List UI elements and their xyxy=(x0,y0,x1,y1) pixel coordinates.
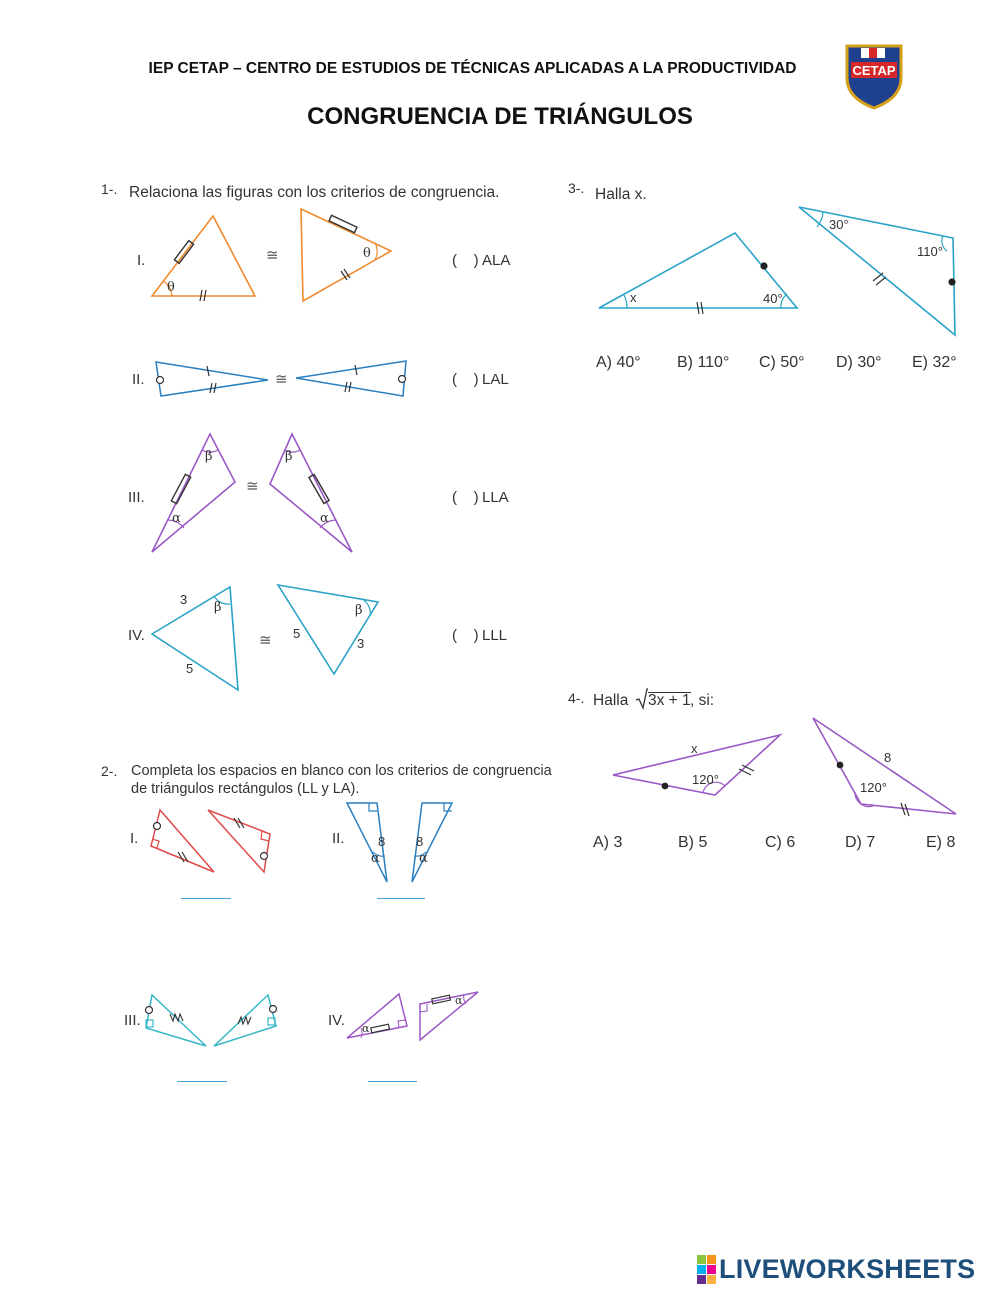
q1-item4-triangle-left xyxy=(150,584,242,692)
q2-text-line1: Completa los espacios en blanco con los criterios de congruencia xyxy=(131,763,552,779)
q1-item3-alpha: α xyxy=(172,511,181,526)
q1-item4-beta-right: β xyxy=(355,603,363,618)
q1-item4-answer-box[interactable]: ( ) xyxy=(452,627,479,644)
q1-item3-congruent-symbol: ≅ xyxy=(246,478,259,495)
q4-option-a[interactable]: A) 3 xyxy=(593,834,623,851)
brand-box xyxy=(707,1275,716,1284)
q1-item3-triangle-left xyxy=(150,432,238,554)
q1-item3-beta-right: β xyxy=(285,449,293,464)
q3-option-a[interactable]: A) 40° xyxy=(596,354,641,371)
brand-box xyxy=(707,1255,716,1264)
q3-option-c[interactable]: C) 50° xyxy=(759,354,805,371)
q2-item4-alpha-left: α xyxy=(362,1022,370,1035)
q2-item2-side-left: 8 xyxy=(378,834,386,849)
q4-label-x: x xyxy=(691,741,698,756)
q3-label-110: 110° xyxy=(917,244,943,259)
q4-number: 4-. xyxy=(568,690,585,706)
q4-option-c[interactable]: C) 6 xyxy=(765,834,796,851)
q3-option-b[interactable]: B) 110° xyxy=(677,354,730,371)
q1-item4-roman: IV. xyxy=(128,627,145,644)
q1-item1-criterion: ALA xyxy=(482,252,511,269)
q4-option-e[interactable]: E) 8 xyxy=(926,834,956,851)
q2-item2-alpha-right: α xyxy=(419,851,428,866)
q1-item2-roman: II. xyxy=(132,371,145,388)
q2-item4-roman: IV. xyxy=(328,1012,345,1029)
q2-item1-blank[interactable] xyxy=(181,898,231,899)
q1-item2-triangle-right xyxy=(294,358,412,400)
q2-item4-blank[interactable] xyxy=(368,1081,417,1082)
q4-option-b[interactable]: B) 5 xyxy=(678,834,708,851)
q1-item1-triangle-right xyxy=(297,205,397,305)
q1-item4-side-5: 5 xyxy=(186,661,194,676)
q2-item4-alpha-right: α xyxy=(455,994,463,1007)
q1-number: 1-. xyxy=(101,181,118,197)
q1-item4-triangle-right xyxy=(274,582,382,678)
q2-number: 2-. xyxy=(101,763,118,779)
q2-item1-triangle-right xyxy=(206,806,276,876)
q2-item4-triangle-right xyxy=(412,990,482,1042)
q2-item2-roman: II. xyxy=(332,830,345,847)
q1-item2-answer-box[interactable]: ( ) xyxy=(452,371,479,388)
q3-triangle-right xyxy=(797,205,957,337)
page-title: CONGRUENCIA DE TRIÁNGULOS xyxy=(307,103,693,130)
q3-triangle-left xyxy=(597,230,803,312)
liveworksheets-logo[interactable] xyxy=(697,1254,975,1284)
brand-box xyxy=(697,1275,706,1284)
q2-item2-triangle-left xyxy=(345,800,390,886)
q2-item2-triangle-right xyxy=(410,800,455,886)
q1-item4-side-3-right: 3 xyxy=(357,636,365,651)
q4-label-8: 8 xyxy=(884,750,892,765)
q3-label-40: 40° xyxy=(763,291,783,306)
q1-item4-beta: β xyxy=(214,600,222,615)
q2-item3-triangle-left xyxy=(142,992,210,1048)
q1-item3-triangle-right xyxy=(268,432,356,554)
logo-text: CETAP xyxy=(852,63,896,78)
q4-radical-expression: 3x + 1 xyxy=(648,692,691,709)
q4-option-d[interactable]: D) 7 xyxy=(845,834,876,851)
q2-item3-triangle-right xyxy=(212,992,280,1048)
q3-text: Halla x. xyxy=(595,186,647,203)
q1-item3-criterion: LLA xyxy=(482,489,509,506)
q4-label-120-left: 120° xyxy=(692,772,719,787)
q1-item3-answer-box[interactable]: ( ) xyxy=(452,489,479,506)
q1-item2-criterion: LAL xyxy=(482,371,509,388)
q1-item1-congruent-symbol: ≅ xyxy=(266,247,279,264)
q2-item1-roman: I. xyxy=(130,830,139,847)
q2-item2-alpha-left: α xyxy=(371,851,380,866)
brand-box xyxy=(697,1255,706,1264)
q1-text: Relaciona las figuras con los criterios de congruencia. xyxy=(129,184,500,201)
q1-item3-beta: β xyxy=(205,449,213,464)
q1-item1-theta: θ xyxy=(167,280,175,295)
q1-item2-triangle-left xyxy=(154,358,272,400)
q4-triangle-right xyxy=(811,716,959,818)
q4-text-post: , si: xyxy=(690,692,715,709)
q1-item4-congruent-symbol: ≅ xyxy=(259,632,272,649)
q4-triangle-left xyxy=(611,733,783,797)
q3-option-d[interactable]: D) 30° xyxy=(836,354,882,371)
brand-box xyxy=(697,1265,706,1274)
q1-item1-roman: I. xyxy=(137,252,146,269)
liveworksheets-text: LIVEWORKSHEETS xyxy=(719,1253,976,1284)
q2-item4-triangle-left xyxy=(345,990,410,1042)
q1-item1-triangle-left xyxy=(150,213,260,299)
q4-label-120-right: 120° xyxy=(860,780,887,795)
school-name: IEP CETAP – CENTRO DE ESTUDIOS DE TÉCNICAS APLICADAS A LA PRODUCTIVIDAD xyxy=(148,60,797,77)
q1-item4-criterion: LLL xyxy=(482,627,508,644)
q3-label-30: 30° xyxy=(829,217,849,232)
q2-text-line2: de triángulos rectángulos (LL y LA). xyxy=(131,781,360,797)
q1-item3-roman: III. xyxy=(128,489,145,506)
q1-item2-congruent-symbol: ≅ xyxy=(275,371,288,388)
q1-item3-alpha-right: α xyxy=(320,511,329,526)
q2-item2-blank[interactable] xyxy=(377,898,425,899)
q1-item4-side-3: 3 xyxy=(180,592,188,607)
q3-number: 3-. xyxy=(568,180,585,196)
q4-text-pre: Halla xyxy=(593,692,629,709)
q2-item2-side-right: 8 xyxy=(416,834,424,849)
q2-item3-roman: III. xyxy=(124,1012,141,1029)
q1-item4-side-5-right: 5 xyxy=(293,626,301,641)
q3-label-x: x xyxy=(630,290,637,305)
brand-box xyxy=(707,1265,716,1274)
q1-item1-answer-box[interactable]: ( ) xyxy=(452,252,479,269)
q1-item1-theta-right: θ xyxy=(363,246,371,261)
q2-item3-blank[interactable] xyxy=(177,1081,227,1082)
q4-radical-sign xyxy=(636,688,648,710)
liveworksheets-icon xyxy=(697,1255,716,1284)
school-logo xyxy=(843,42,905,110)
q3-option-e[interactable]: E) 32° xyxy=(912,354,957,371)
